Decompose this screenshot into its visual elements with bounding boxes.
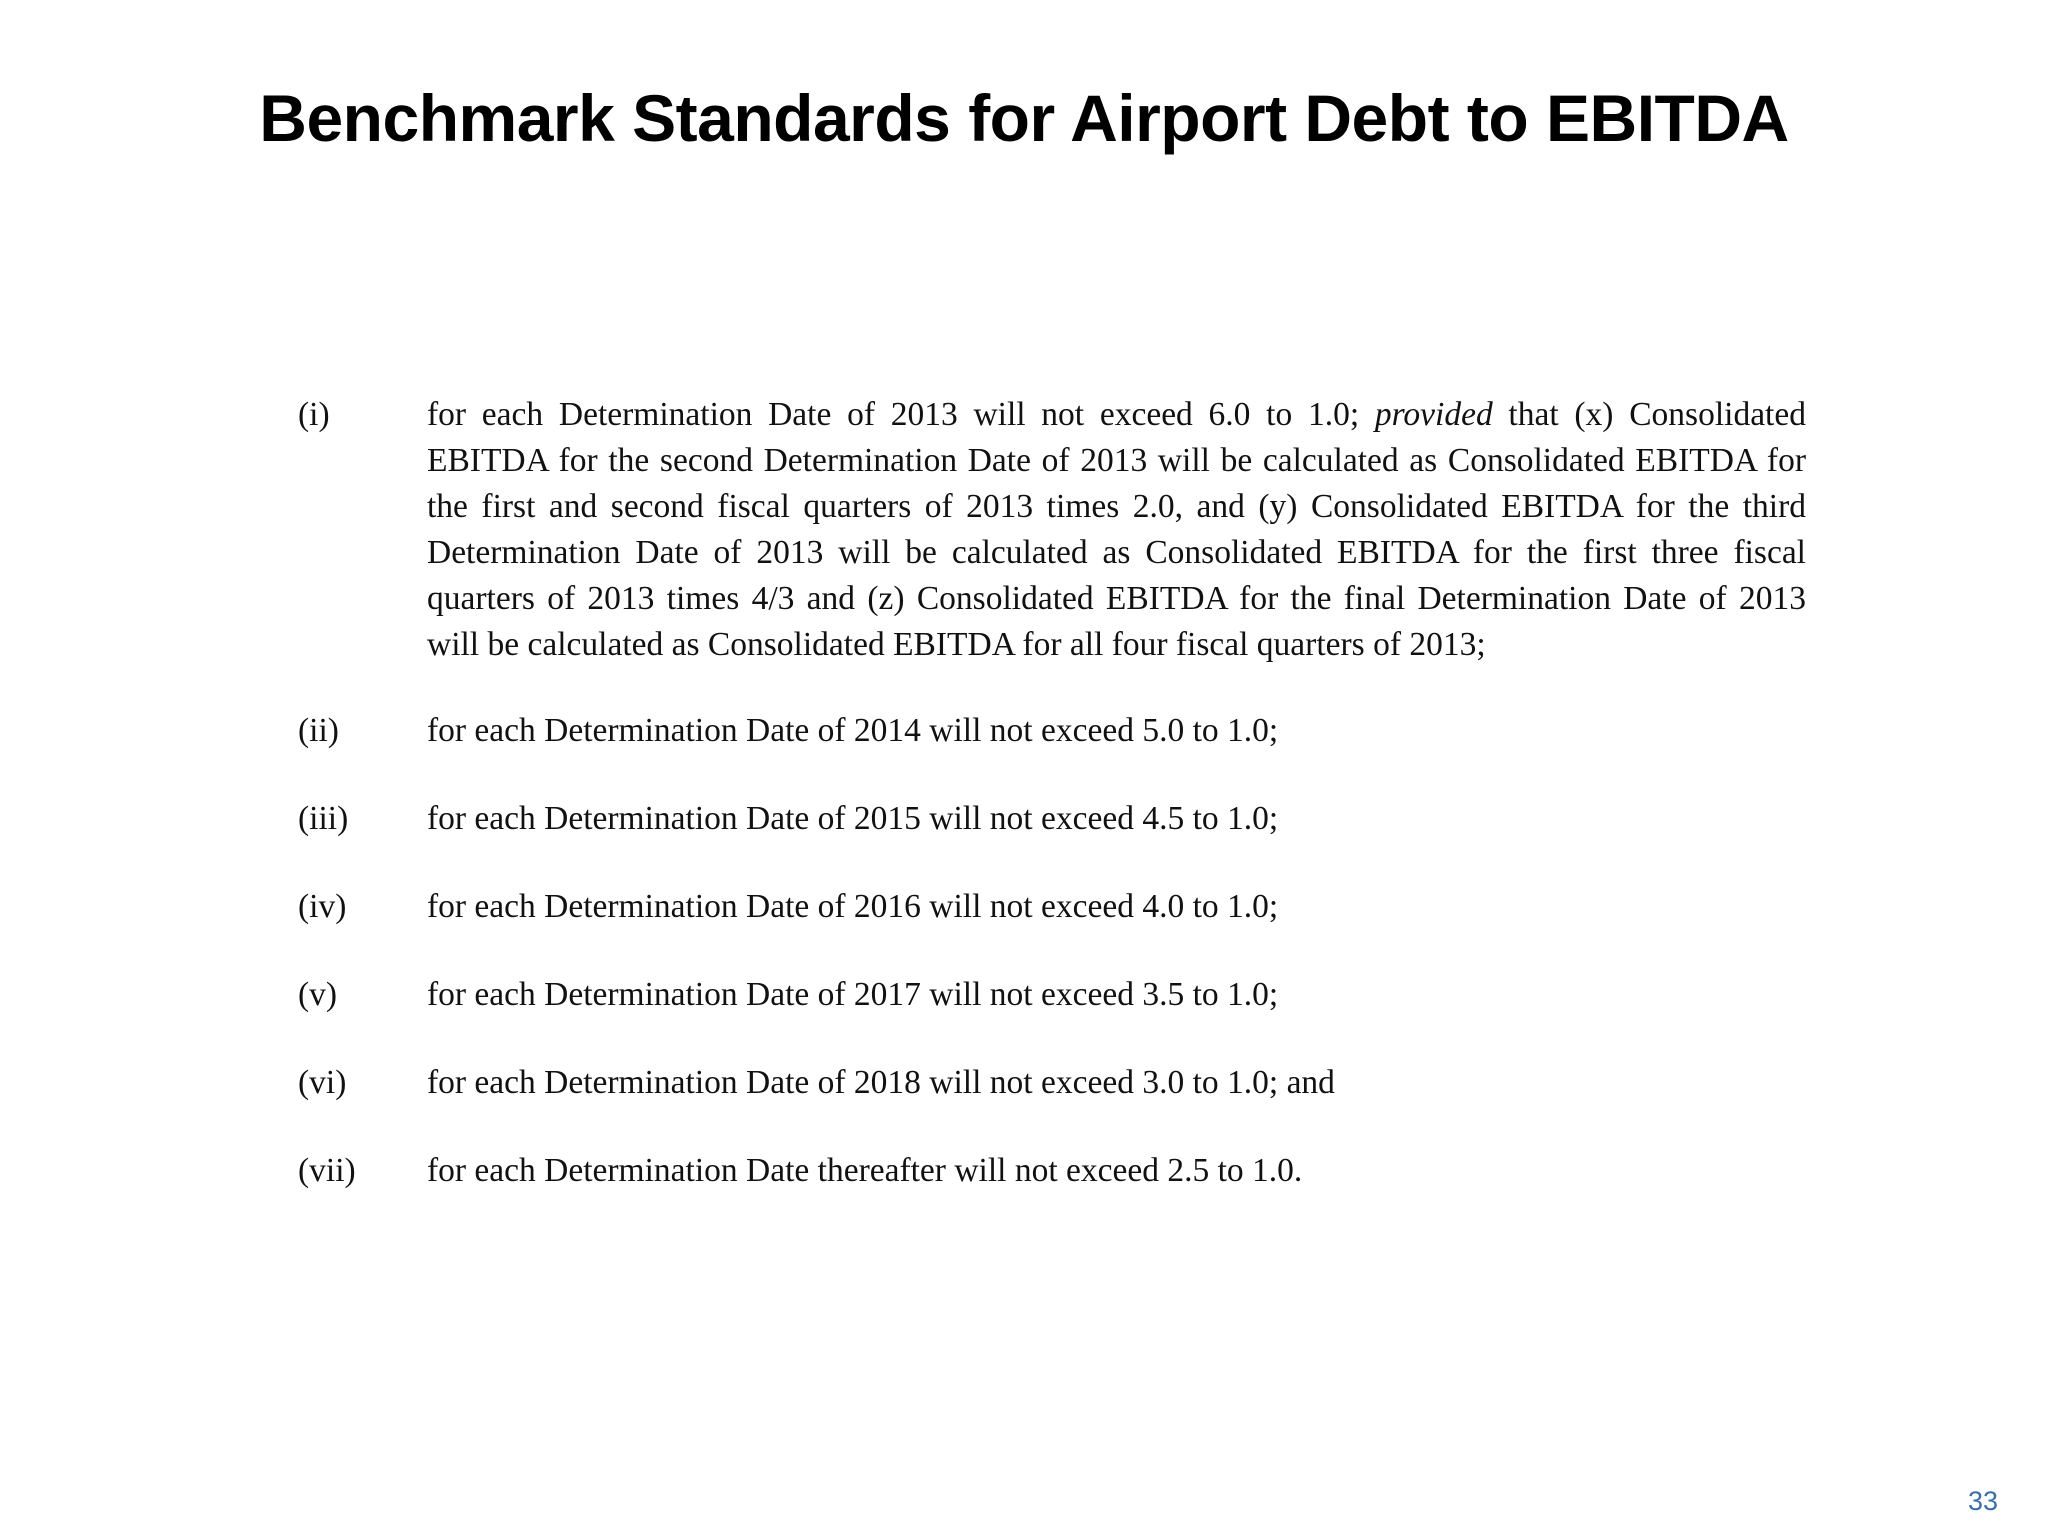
clause-list bbox=[298, 392, 1806, 1236]
clause-text: for each Determination Date thereafter will not exceed 2.5 to 1.0. bbox=[427, 1152, 1303, 1189]
clause-number: (ii) bbox=[298, 712, 339, 749]
clause-v bbox=[298, 972, 1806, 1018]
clause-i bbox=[298, 392, 1806, 668]
clause-text: for each Determination Date of 2017 will not exceed 3.5 to 1.0; bbox=[427, 976, 1279, 1013]
clause-ii bbox=[298, 708, 1806, 754]
clause-text-italic: provided bbox=[1374, 396, 1493, 433]
clause-number: (iv) bbox=[298, 888, 347, 925]
clause-text-part: for each Determination Date of 2013 will not exceed 6.0 to 1.0; bbox=[427, 396, 1375, 433]
clause-number: (i) bbox=[298, 396, 330, 433]
page-number: 33 bbox=[1967, 1486, 1998, 1516]
clause-text: for each Determination Date of 2016 will not exceed 4.0 to 1.0; bbox=[427, 888, 1279, 925]
clause-iii bbox=[298, 796, 1806, 842]
clause-text: for each Determination Date of 2018 will not exceed 3.0 to 1.0; and bbox=[427, 1064, 1335, 1101]
clause-number: (vii) bbox=[298, 1152, 356, 1189]
clause-number: (iii) bbox=[298, 800, 349, 837]
clause-number: (vi) bbox=[298, 1064, 347, 1101]
clause-text bbox=[427, 392, 1806, 668]
clause-vii bbox=[298, 1148, 1806, 1194]
clause-vi bbox=[298, 1060, 1806, 1106]
clause-text: for each Determination Date of 2015 will not exceed 4.5 to 1.0; bbox=[427, 800, 1279, 837]
clause-number: (v) bbox=[298, 976, 338, 1013]
clause-iv bbox=[298, 884, 1806, 930]
slide-title: Benchmark Standards for Airport Debt to EBITDA bbox=[259, 81, 1789, 155]
clause-text-part: that (x) Consolidated EBITDA for the second Determination Date of 2013 will be calculated as Consolidated EBITDA for the first and second fiscal quarters of 2013 times 2.0, and (y) Consolidated EBITDA for the third Determination Date of 2013 will be calculated as Consolidated EBITDA for the first three fiscal quarters of 2013 times 4/3 and (z) Consolidated EBITDA for the final Determination Date of 2013 will be calculated as Consolidated EBITDA for all four fiscal quarters of 2013; bbox=[427, 396, 1806, 663]
clause-text: for each Determination Date of 2014 will not exceed 5.0 to 1.0; bbox=[427, 712, 1279, 749]
